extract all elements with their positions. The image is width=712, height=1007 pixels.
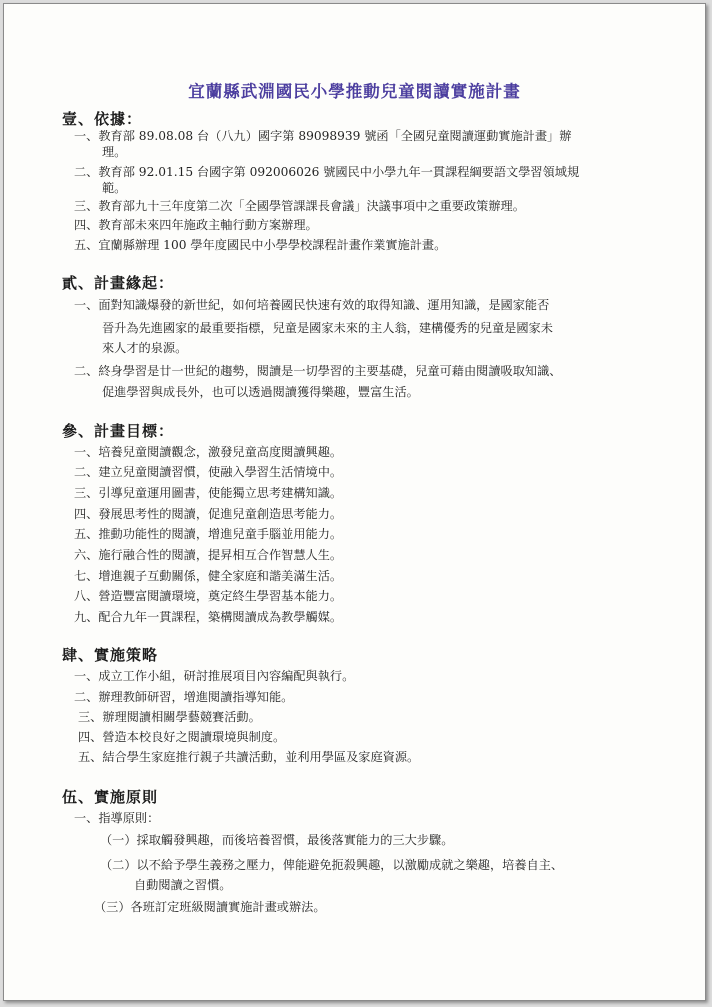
document-page [3, 3, 706, 1001]
section-heading-principles: 伍、實施原則 [62, 788, 159, 806]
basis-item-4: 四、教育部未來四年施政主軸行動方案辦理。 [74, 218, 318, 232]
document-title: 宜蘭縣武淵國民小學推動兒童閱讀實施計畫 [188, 82, 521, 101]
basis-item-1: 一、教育部 89.08.08 台（八九）國字第 89098939 號函「全國兒童閱讀運動實施計畫」辦 [74, 129, 572, 143]
basis-item-2: 二、教育部 92.01.15 台國字第 092006026 號國民中小學九年一貫課程綱要語文學習領域規 [74, 165, 580, 179]
strategy-item-1: 一、成立工作小組，研討推展項目內容編配與執行。 [74, 669, 355, 683]
strategy-item-4: 四、營造本校良好之閱讀環境與制度。 [78, 730, 286, 744]
basis-item-5: 五、宜蘭縣辦理 100 學年度國民中小學學校課程計畫作業實施計畫。 [74, 238, 447, 252]
goal-item-2: 二、建立兒童閱讀習慣，使融入學習生活情境中。 [74, 465, 343, 479]
basis-item-2-cont: 範。 [102, 181, 127, 195]
principle-sub-2: （二）以不給予學生義務之壓力，俾能避免扼殺興趣，以激勵成就之樂趣，培養自主、 [100, 858, 564, 872]
origin-item-1-cont1: 晉升為先進國家的最重要指標，兒童是國家未來的主人翁，建構優秀的兒童是國家未 [102, 321, 553, 335]
section-heading-strategy: 肆、實施策略 [62, 646, 159, 664]
goal-item-5: 五、推動功能性的閱讀，增進兒童手腦並用能力。 [74, 527, 343, 541]
basis-item-1-cont: 理。 [102, 145, 127, 159]
origin-item-1: 一、面對知識爆發的新世紀，如何培養國民快速有效的取得知識、運用知識，是國家能否 [74, 298, 550, 312]
basis-item-3: 三、教育部九十三年度第二次「全國學管課課長會議」決議事項中之重要政策辦理。 [74, 199, 525, 213]
principle-sub-3: （三）各班訂定班級閱讀實施計畫或辦法。 [94, 900, 326, 914]
origin-item-2-cont: 促進學習與成長外，也可以透過閱讀獲得樂趣，豐富生活。 [102, 385, 419, 399]
strategy-item-2: 二、辦理教師研習，增進閱讀指導知能。 [74, 690, 294, 704]
goal-item-7: 七、增進親子互動關係，健全家庭和諧美滿生活。 [74, 569, 343, 583]
origin-item-1-cont2: 來人才的泉源。 [102, 341, 188, 355]
principle-item-1: 一、指導原則： [74, 811, 160, 825]
goal-item-6: 六、施行融合性的閱讀，提昇相互合作智慧人生。 [74, 548, 343, 562]
section-heading-basis: 壹、依據： [62, 110, 143, 128]
goal-item-4: 四、發展思考性的閱讀，促進兒童創造思考能力。 [74, 507, 343, 521]
goal-item-9: 九、配合九年一貫課程，築構閱讀成為教學觸媒。 [74, 610, 343, 624]
goal-item-8: 八、營造豐富閱讀環境，奠定終生學習基本能力。 [74, 589, 343, 603]
strategy-item-3: 三、辦理閱讀相關學藝競賽活動。 [78, 710, 261, 724]
section-heading-origin: 貳、計畫緣起： [62, 274, 175, 292]
goal-item-1: 一、培養兒童閱讀觀念，激發兒童高度閱讀興趣。 [74, 445, 343, 459]
section-heading-goals: 參、計畫目標： [62, 422, 175, 440]
principle-sub-1: （一）採取觸發興趣，而後培養習慣，最後落實能力的三大步驟。 [100, 833, 454, 847]
goal-item-3: 三、引導兒童運用圖書，使能獨立思考建構知識。 [74, 486, 343, 500]
principle-sub-2-cont: 自動閱讀之習慣。 [134, 878, 232, 892]
strategy-item-5: 五、結合學生家庭推行親子共讀活動，並利用學區及家庭資源。 [78, 750, 420, 764]
origin-item-2: 二、終身學習是廿一世紀的趨勢，閱讀是一切學習的主要基礎，兒童可藉由閱讀吸取知識、 [74, 364, 562, 378]
